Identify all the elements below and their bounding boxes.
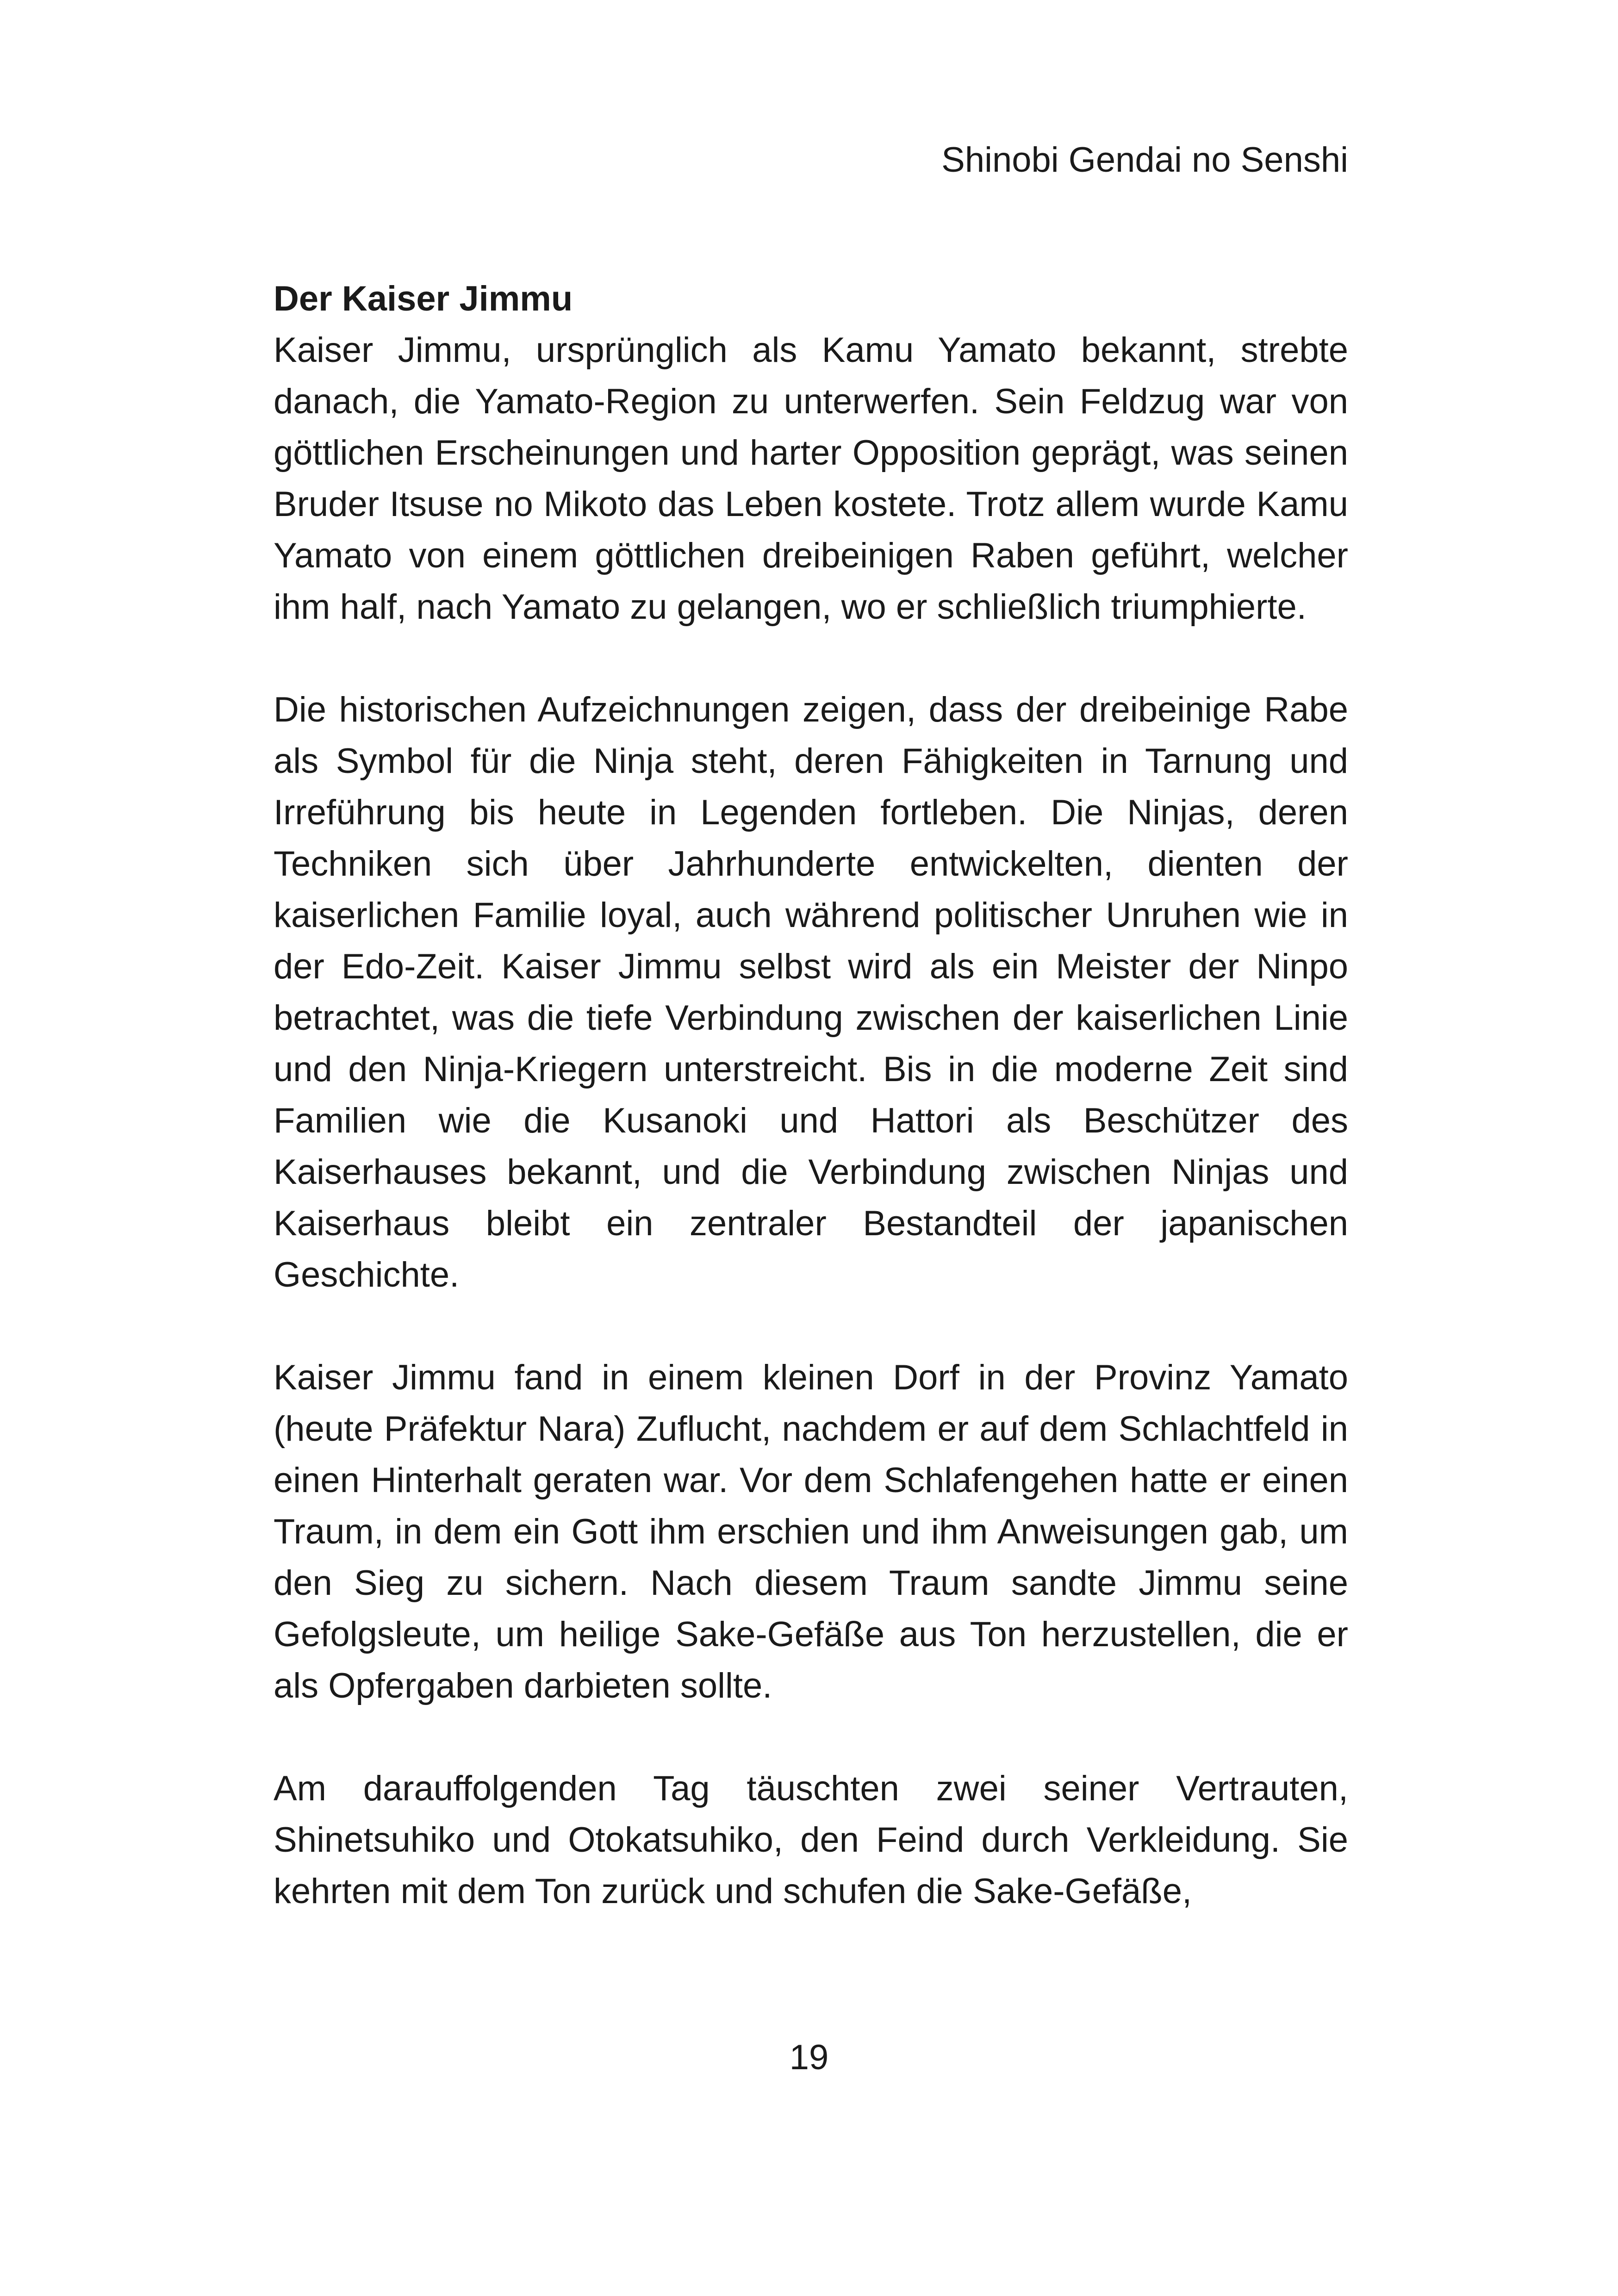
paragraph-4: Am darauffolgenden Tag täuschten zwei seiner Vertrauten, Shinetsuhiko und Otokatsuhiko, den Feind durch Verkleidung. Sie kehrten mit dem Ton zurück und schufen die Sake-Gefäße, xyxy=(274,1769,1348,1911)
chapter-title: Der Kaiser Jimmu xyxy=(274,279,573,318)
page-body xyxy=(274,273,1348,1968)
paragraph-2: Die historischen Aufzeichnungen zeigen, dass der dreibeinige Rabe als Symbol für die Ninja steht, deren Fähigkeiten in Tarnung und Irreführung bis heute in Legenden fortleben. Die Ninjas, deren Techniken sich über Jahrhunderte entwickelten, dienten der kaiserlichen Familie loyal, auch während politischer Unruhen wie in der Edo-Zeit. Kaiser Jimmu selbst wird als ein Meister der Ninpo betrachtet, was die tiefe Verbindung zwischen der kaiserlichen Linie und den Ninja-Kriegern unterstreicht. Bis in die moderne Zeit sind Familien wie die Kusanoki und Hattori als Beschützer des Kaiserhauses bekannt, und die Verbindung zwischen Ninjas und Kaiserhaus bleibt ein zentraler Bestandteil der japanischen Geschichte. xyxy=(274,690,1348,1294)
running-header: Shinobi Gendai no Senshi xyxy=(941,140,1348,180)
page-number: 19 xyxy=(789,2038,829,2077)
paragraph-3: Kaiser Jimmu fand in einem kleinen Dorf in der Provinz Yamato (heute Präfektur Nara) Zuflucht, nachdem er auf dem Schlachtfeld in einen Hinterhalt geraten war. Vor dem Schlafengehen hatte er einen Traum, in dem ein Gott ihm erschien und ihm Anweisungen gab, um den Sieg zu sichern. Nach diesem Traum sandte Jimmu seine Gefolgsleute, um heilige Sake-Gefäße aus Ton herzustellen, die er als Opfergaben darbieten sollte. xyxy=(274,1358,1348,1705)
paragraph-1: Kaiser Jimmu, ursprünglich als Kamu Yamato bekannt, strebte danach, die Yamato-Region zu unterwerfen. Sein Feldzug war von göttlichen Erscheinungen und harter Opposition geprägt, was seinen Bruder Itsuse no Mikoto das Leben kostete. Trotz allem wurde Kamu Yamato von einem göttlichen dreibeinigen Raben geführt, welcher ihm half, nach Yamato zu gelangen, wo er schließlich triumphierte. xyxy=(274,330,1348,627)
